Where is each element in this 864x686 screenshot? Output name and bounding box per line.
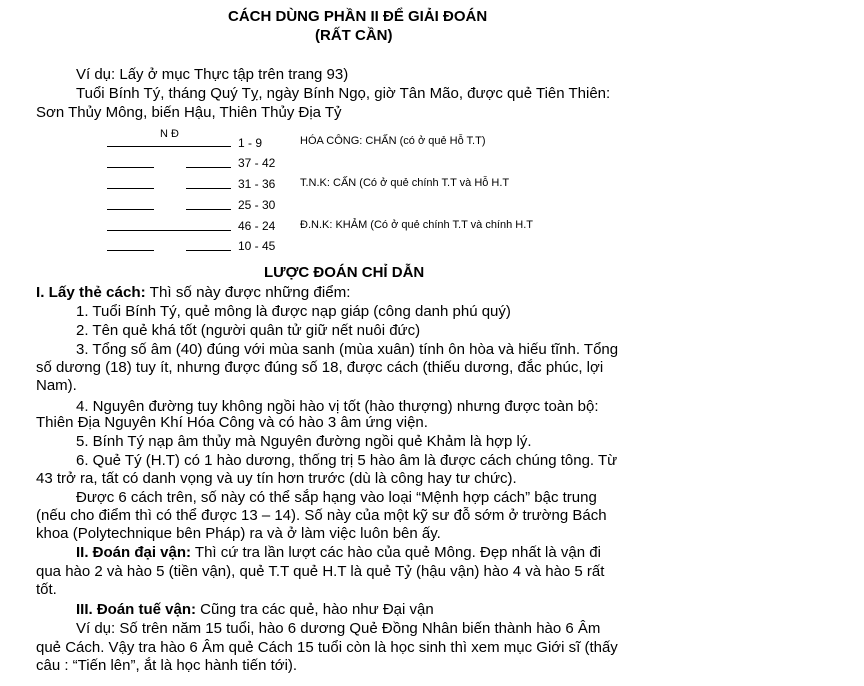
yin-line-right: [186, 209, 231, 210]
item-4-line-2: Thiên Địa Nguyên Khí Hóa Công và có hào 3 âm ứng viện.: [36, 414, 428, 431]
document-subtitle: (RẤT CẦN): [315, 27, 393, 44]
row-range: 1 - 9: [238, 136, 263, 150]
item-3-line-3: Nam).: [36, 377, 77, 394]
item-3-line-1: 3. Tổng số âm (40) đúng với mùa sanh (mùa xuân) tính ôn hòa và hiếu tĩnh. Tổng: [76, 341, 619, 358]
yang-line: [107, 230, 231, 231]
yin-line-right: [186, 167, 231, 168]
item-6-line-2: 43 trở ra, tất có danh vọng và uy tín hơn trước (dù là công hay tư chức).: [36, 470, 517, 487]
yin-line-left: [107, 167, 154, 168]
item-1: 1. Tuổi Bính Tý, quẻ mông là được nạp giáp (công danh phú quý): [76, 303, 511, 320]
conclusion-line-2: (nếu cho điểm thì có thể được 13 – 14). Số này của một kỹ sư đỗ sớm ở trường Bách: [36, 507, 607, 524]
yin-line-left: [107, 188, 154, 189]
conclusion-line-3: khoa (Polytechnique bên Pháp) ra và ở làm việc luôn bên ấy.: [36, 525, 441, 542]
conclusion-line-1: Được 6 cách trên, số này có thể sắp hạng vào loại “Mệnh hợp cách” bậc trung: [76, 489, 597, 506]
section-2-heading-rest: Thì cứ tra lần lượt các hào của quẻ Mông. Đẹp nhất là vận đi: [191, 544, 601, 561]
section-3-line-1: [76, 600, 434, 619]
section-3-heading-rest: Cũng tra các quẻ, hào như Đại vận: [196, 601, 434, 618]
hexagram-header: N Đ: [160, 128, 179, 140]
yin-line-right: [186, 188, 231, 189]
section-2-line-2: qua hào 2 và hào 5 (tiền vận), quẻ T.T quẻ H.T là quẻ Tỷ (hậu vận) hào 4 và hào 5 rất: [36, 563, 605, 580]
section-2-heading: II. Đoán đại vận:: [76, 544, 192, 561]
document-title: CÁCH DÙNG PHẦN II ĐỂ GIẢI ĐOÁN: [228, 8, 488, 25]
section-1-heading: I. Lấy thẻ cách:: [36, 284, 146, 301]
yang-line: [107, 146, 231, 147]
section-3-line-4: câu : “Tiến lên”, ắt là học hành tiến tới).: [36, 657, 298, 674]
row-note: HÓA CÔNG: CHẤN (có ở quẻ Hỗ T.T): [300, 135, 486, 147]
section-1-heading-line: [36, 283, 666, 302]
item-3-line-2: số dương (18) tuy ít, nhưng được đúng số 18, được cách (thiếu dương, đắc phúc, lợi: [36, 359, 604, 376]
yin-line-left: [107, 250, 154, 251]
section-3-heading: III. Đoán tuế vận:: [76, 601, 197, 618]
example-line-2: Tuổi Bính Tý, tháng Quý Tỵ, ngày Bính Ngọ, giờ Tân Mão, được quẻ Tiên Thiên:: [76, 85, 611, 102]
item-6-line-1: 6. Quẻ Tý (H.T) có 1 hào dương, thống trị 5 hào âm là được cách chúng tông. Từ: [76, 452, 618, 469]
row-range: 46 - 24: [238, 219, 276, 233]
yin-line-right: [186, 250, 231, 251]
row-note: Đ.N.K: KHẢM (Có ở quẻ chính T.T và chính H.T: [300, 219, 534, 231]
row-note: T.N.K: CẤN (Có ở quẻ chính T.T và Hỗ H.T: [300, 177, 510, 189]
row-range: 37 - 42: [238, 156, 276, 170]
item-2: 2. Tên quẻ khá tốt (người quân tử giữ nết nuôi đức): [76, 322, 421, 339]
yin-line-left: [107, 209, 154, 210]
section-2-line-3: tốt.: [36, 581, 57, 598]
row-range: 10 - 45: [238, 239, 276, 253]
section-title: LƯỢC ĐOÁN CHỈ DẪN: [264, 264, 425, 281]
section-3-line-3: quẻ Cách. Vậy tra hào 6 Âm quẻ Cách 15 tuổi còn là học sinh thì xem mục Giới sĩ (thấy: [36, 639, 618, 656]
example-line-3: Sơn Thủy Mông, biến Hậu, Thiên Thủy Địa Tỷ: [36, 104, 342, 121]
section-1-heading-rest: Thì số này được những điểm:: [145, 284, 351, 301]
section-2-line-1: [76, 543, 601, 562]
item-5: 5. Bính Tý nạp âm thủy mà Nguyên đường ngồi quẻ Khảm là hợp lý.: [76, 433, 532, 450]
row-range: 31 - 36: [238, 177, 276, 191]
example-line-1: Ví dụ: Lấy ở mục Thực tập trên trang 93): [76, 66, 349, 83]
row-range: 25 - 30: [238, 198, 276, 212]
item-4-line-1: 4. Nguyên đường tuy không ngồi hào vị tốt (hào thượng) nhưng được toàn bộ:: [76, 398, 599, 415]
section-3-line-2: Ví dụ: Số trên năm 15 tuổi, hào 6 dương Quẻ Đồng Nhân biến thành hào 6 Âm: [76, 620, 601, 637]
